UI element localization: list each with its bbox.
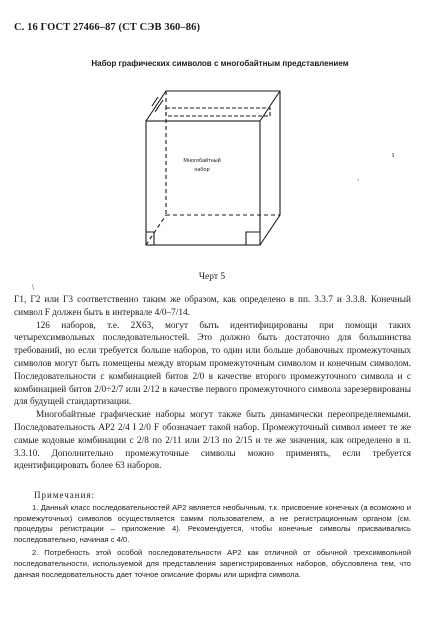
bottom-notch xyxy=(246,232,260,245)
hidden-edge-diagonal xyxy=(146,215,166,245)
body-text xyxy=(14,294,411,473)
stray-mark-1: ı xyxy=(392,150,395,159)
figure-inner-label xyxy=(172,157,232,175)
box-edge-top-right xyxy=(260,91,280,121)
note-1: 1. Данный класс последовательностей АР2 является необычным, т.к. присвоение конечных (а возможно и промежуточных) символов осуществляется самим пользователем, а не регистрационным органом (см. процедуры регистрации – приложение 4). Рекомендуется, чтобы конечные символы присваивались последовательно, начиная с 4/0. xyxy=(14,503,411,544)
front-face xyxy=(146,121,260,245)
figure-title: Набор графических символов с многобайтным представлением xyxy=(91,59,349,68)
paragraph-2: 126 наборов, т.е. 2Х63, могут быть идентифицированы при помощи таких четырехсимвольных последовательностей. Это должно быть достаточно для большинства требований, но если требуется больше наборов, то один или больше добавочных промежуточных символов могут быть помещены между вторым промежуточным символом и конечным символом. Последовательности с комбинацией битов 2/0 в качестве второго промежуточного символа и с комбинацией битов 2/0÷2/7 или 2/12 в качестве первого промежуточного символа зарезервированы для будущей стандартизации. xyxy=(14,320,411,408)
figure-caption: Черт 5 xyxy=(198,272,226,282)
stray-mark-3: ` xyxy=(357,178,360,187)
note-2: 2. Потребность этой особой последовательности АР2 как отличной от обычной трехсимвольной последовательности, используемой для представления зарегистрированных наборов, обусловлена тем, что данная последовательность дает точное описание формы или шрифта символа. xyxy=(14,548,411,579)
stray-mark-2: \ xyxy=(32,283,35,292)
inner-label-line1: Многобайтный xyxy=(183,158,221,164)
paragraph-3: Многобайтные графические наборы могут также быть динамически переопределяемыми. Последовательность АР2 2/4 I 2/0 F обозначает такой набор. Промежуточный символ имеет те же самые кодовые комбинации с 2/8 по 2/11 или 2/13 по 2/15 и те же значения, как определено в п. 3.3.10. Дополнительно промежуточные символы можно применять, если требуется идентифицировать более 63 наборов. xyxy=(14,410,411,472)
lid-dashed xyxy=(166,108,270,116)
notes-list xyxy=(14,503,411,580)
page-header: С. 16 ГОСТ 27466–87 (СТ СЭВ 360–86) xyxy=(14,22,201,33)
inner-label-line2: набор xyxy=(194,167,210,173)
paragraph-1: Г1, Г2 или Г3 соответственно таким же образом, как определено в пп. 3.3.7 и 3.3.8. Конечный символ F должен быть в интервале 4/0–7/14. xyxy=(14,295,411,318)
notes-heading: Примечания: xyxy=(34,490,96,500)
